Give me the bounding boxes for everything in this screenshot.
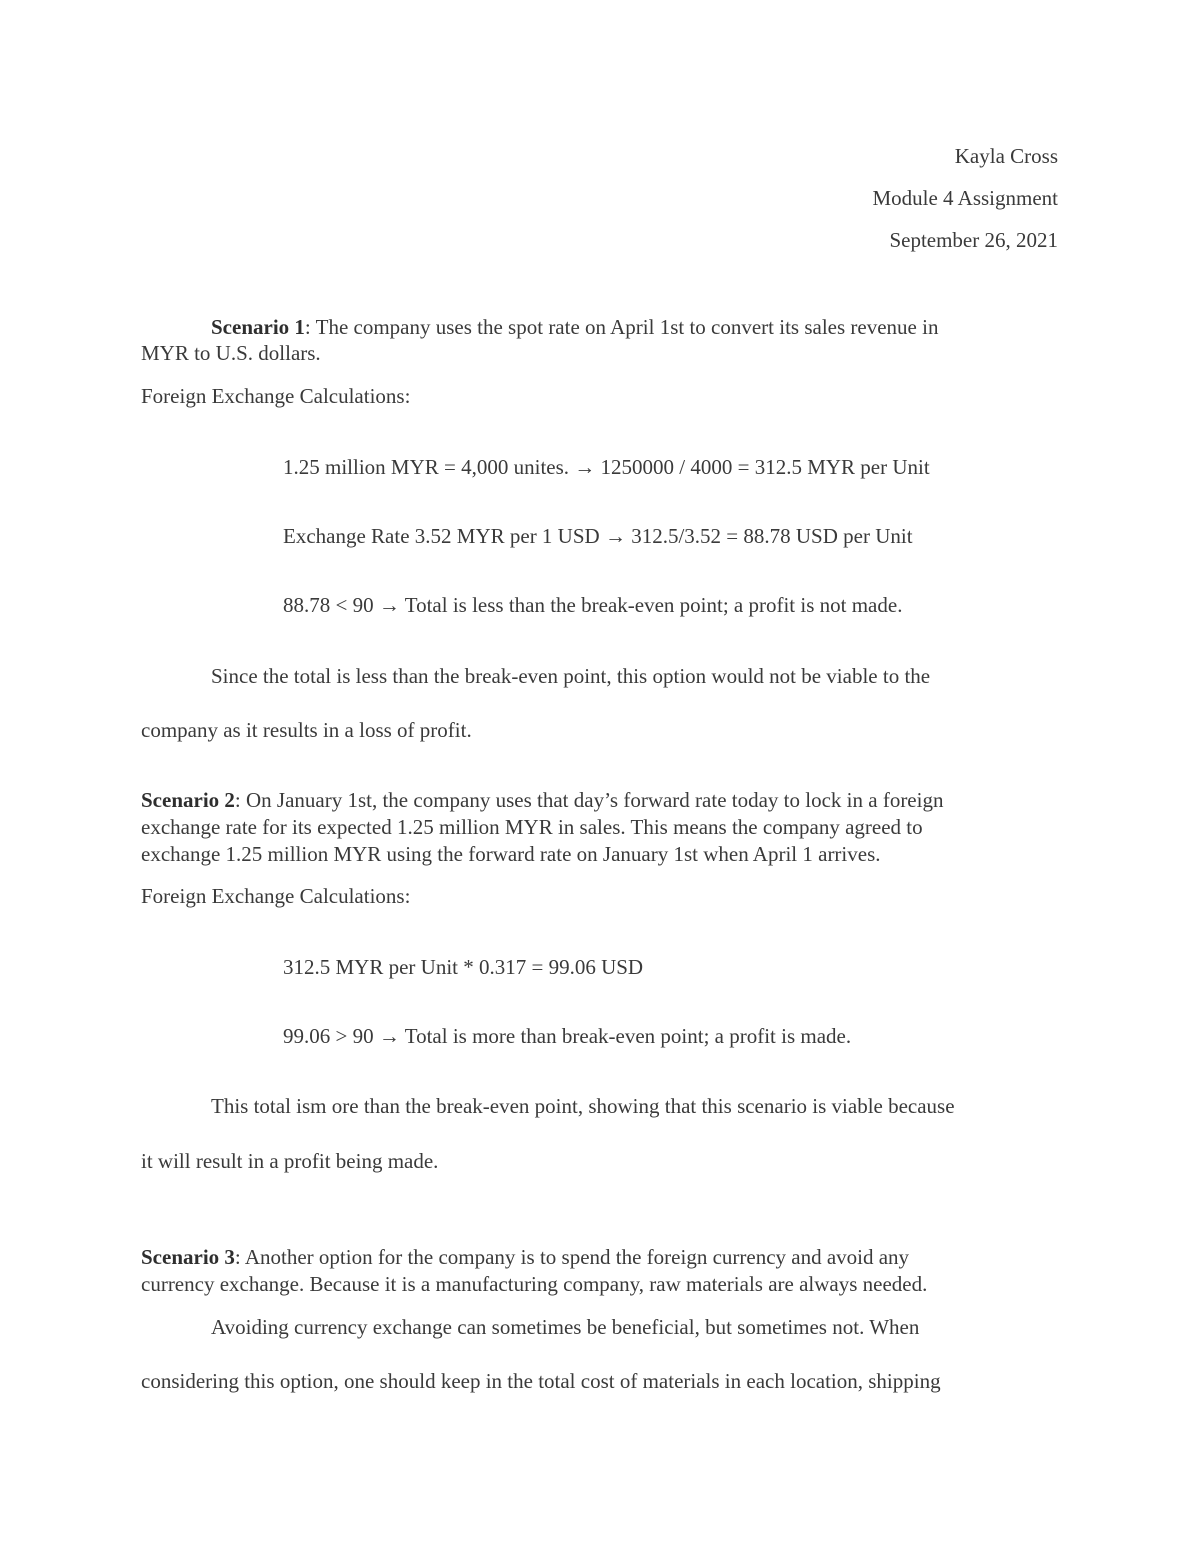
scenario1-label: Scenario 1	[211, 315, 305, 339]
scenario1-text: : The company uses the spot rate on April 1st to convert its sales revenue in	[304, 315, 939, 339]
scenario3-para-line1: Avoiding currency exchange can sometimes be beneficial, but sometimes not. When	[211, 1315, 920, 1339]
scenario2-conclusion-line2: it will result in a profit being made.	[141, 1149, 439, 1173]
scenario2-calc-forward: 312.5 MYR per Unit * 0.317 = 99.06 USD	[283, 955, 644, 979]
scenario2-text: : On January 1st, the company uses that day’s forward rate today to lock in a foreign	[234, 788, 944, 812]
scenario1-intro-line1	[211, 314, 938, 340]
scenario3-intro-line1	[141, 1244, 909, 1270]
scenario2-calc-heading: Foreign Exchange Calculations:	[141, 884, 411, 908]
scenario2-conclusion-line1: This total ism ore than the break-even point, showing that this scenario is viable because	[211, 1094, 955, 1118]
scenario1-intro-line2: MYR to U.S. dollars.	[141, 341, 321, 365]
scenario2-intro-line2: exchange rate for its expected 1.25 million MYR in sales. This means the company agreed to	[141, 815, 923, 839]
scenario2-intro-line1	[141, 787, 943, 813]
scenario1-conclusion-line1: Since the total is less than the break-even point, this option would not be viable to the	[211, 664, 931, 688]
scenario1-calc-exchange: Exchange Rate 3.52 MYR per 1 USD → 312.5/3.52 = 88.78 USD per Unit	[283, 524, 913, 548]
scenario3-label: Scenario 3	[141, 1245, 235, 1269]
scenario2-calc-compare: 99.06 > 90 → Total is more than break-even point; a profit is made.	[283, 1024, 852, 1048]
scenario3-intro-line2: currency exchange. Because it is a manufacturing company, raw materials are always needed.	[141, 1272, 928, 1296]
document-date: September 26, 2021	[889, 228, 1058, 252]
scenario2-label: Scenario 2	[141, 788, 235, 812]
scenario2-intro-line3: exchange 1.25 million MYR using the forward rate on January 1st when April 1 arrives.	[141, 842, 881, 866]
author-name: Kayla Cross	[954, 144, 1058, 168]
scenario1-calc-units: 1.25 million MYR = 4,000 unites. → 1250000 / 4000 = 312.5 MYR per Unit	[283, 455, 930, 479]
scenario1-conclusion-line2: company as it results in a loss of profit.	[141, 718, 472, 742]
assignment-title: Module 4 Assignment	[872, 186, 1058, 210]
scenario1-calc-compare: 88.78 < 90 → Total is less than the break-even point; a profit is not made.	[283, 593, 903, 617]
scenario3-text: : Another option for the company is to spend the foreign currency and avoid any	[234, 1245, 910, 1269]
scenario3-para-line2: considering this option, one should keep in the total cost of materials in each location, shipping	[141, 1369, 941, 1393]
scenario1-calc-heading: Foreign Exchange Calculations:	[141, 384, 411, 408]
